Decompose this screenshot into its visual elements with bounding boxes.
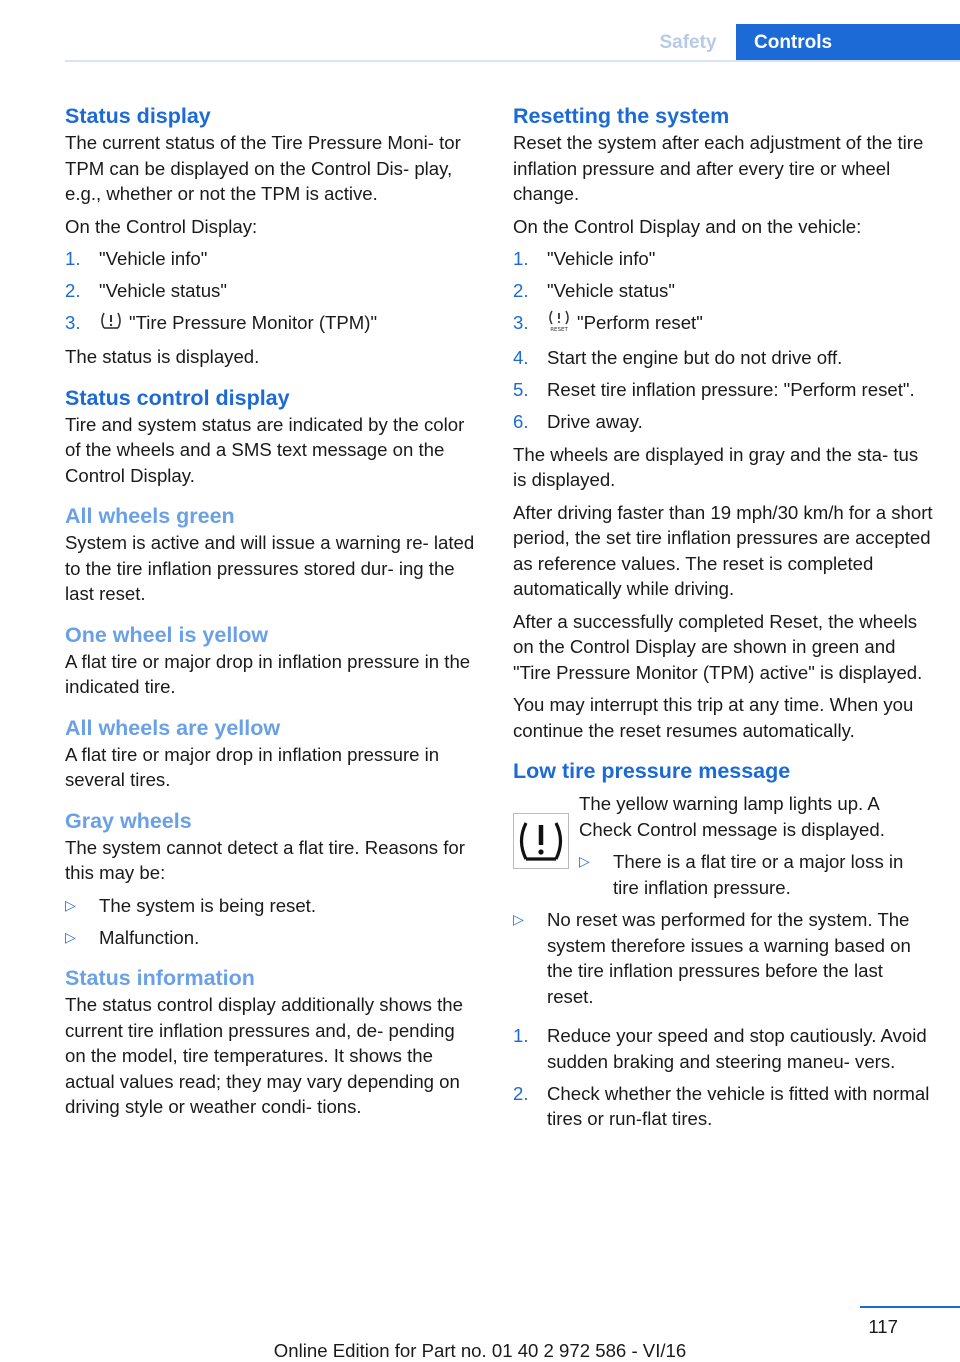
list-item <box>513 310 933 339</box>
step-text: Check whether the vehicle is fitted with normal tires or run-flat tires. <box>547 1082 930 1129</box>
paragraph: A flat tire or major drop in inflation pressure in several tires. <box>65 743 440 791</box>
tpm-reset-icon <box>547 310 571 339</box>
heading-low-tire-pressure: Low tire pressure message <box>513 759 791 783</box>
triangle-bullet-icon: ▷ <box>579 853 590 869</box>
triangle-bullet-icon: ▷ <box>513 911 524 927</box>
section-all-wheels-yellow <box>65 714 475 793</box>
left-column <box>65 102 475 1134</box>
reset-icon-label: RESET <box>550 327 568 332</box>
paragraph: The yellow warning lamp lights up. A Check Control message is displayed. <box>579 793 885 840</box>
paragraph: On the Control Display and on the vehicle: <box>513 215 862 237</box>
section-status-display <box>65 102 475 370</box>
footer-rule <box>860 1306 960 1308</box>
step-number: 5. <box>513 379 529 400</box>
bullet-list <box>513 907 933 1009</box>
step-text: "Vehicle status" <box>547 280 675 301</box>
tab-safety[interactable]: Safety <box>659 32 717 53</box>
list-item <box>65 278 475 304</box>
list-item <box>65 893 475 919</box>
triangle-bullet-icon: ▷ <box>65 896 76 913</box>
list-item <box>513 345 933 371</box>
paragraph: System is active and will issue a warning re‐ lated to the tire inflation pressures stored dur‐ ing the last reset. <box>65 532 475 605</box>
section-low-pressure <box>513 757 933 1132</box>
step-text: "Tire Pressure Monitor (TPM)" <box>129 312 378 333</box>
edition-note: Online Edition for Part no. 01 40 2 972 586 - VI/16 <box>273 1340 687 1361</box>
step-number: 2. <box>513 280 529 301</box>
step-number: 4. <box>513 347 529 368</box>
bullet-text: No reset was performed for the system. The system therefore issues a warning based on the tire inflation pressures before the last reset. <box>547 909 911 1007</box>
paragraph: The status control display additionally shows the current tire inflation pressures and, de‐ pending on the model, tire temperatures. It shows the actual values read; they may vary depending on driving style or weather condi‐ tions. <box>65 994 463 1118</box>
bullet-list <box>65 893 475 951</box>
tpm-warning-icon <box>99 311 123 338</box>
paragraph: You may interrupt this trip at any time. When you continue the reset resumes automatically. <box>513 694 914 741</box>
paragraph: Reset the system after each adjustment of the tire inflation pressure and after every tire or wheel change. <box>513 132 924 204</box>
step-number: 3. <box>513 312 529 333</box>
right-column <box>513 102 933 1146</box>
list-item <box>513 246 933 272</box>
triangle-bullet-icon: ▷ <box>65 928 76 945</box>
step-number: 3. <box>65 312 81 333</box>
section-one-wheel-yellow <box>65 621 475 700</box>
paragraph: Tire and system status are indicated by the color of the wheels and a SMS text message on the Control Display. <box>65 413 465 486</box>
step-number: 2. <box>513 1082 529 1104</box>
list-item <box>513 409 933 435</box>
heading-all-wheels-yellow: All wheels are yellow <box>65 715 281 740</box>
paragraph: After driving faster than 19 mph/30 km/h for a short period, the set tire inflation pressures are accepted as reference values. The reset is completed automatically while driving. <box>513 501 933 599</box>
section-status-information <box>65 964 475 1120</box>
heading-resetting-system: Resetting the system <box>513 104 730 128</box>
heading-status-control-display: Status control display <box>65 385 290 410</box>
step-text: Drive away. <box>547 411 643 432</box>
step-text: "Vehicle status" <box>99 280 227 301</box>
section-all-wheels-green <box>65 502 475 607</box>
section-gray-wheels <box>65 807 475 951</box>
heading-one-wheel-yellow: One wheel is yellow <box>65 622 269 647</box>
step-number: 6. <box>513 411 529 432</box>
bullet-list <box>579 849 933 900</box>
paragraph: The current status of the Tire Pressure Moni‐ tor TPM can be displayed on the Control Dis‐ play, e.g., whether or not the TPM is active. <box>65 132 461 204</box>
step-list <box>65 246 475 337</box>
step-number: 1. <box>65 248 81 269</box>
warning-block <box>513 791 933 900</box>
step-list <box>513 1023 933 1132</box>
step-text: Reduce your speed and stop cautiously. Avoid sudden braking and steering maneu‐ vers. <box>547 1025 927 1072</box>
list-item <box>513 1023 933 1074</box>
paragraph: A flat tire or major drop in inflation pressure in the indicated tire. <box>65 650 471 698</box>
section-resetting <box>513 102 933 743</box>
list-item <box>513 1081 933 1132</box>
paragraph: On the Control Display: <box>65 215 258 237</box>
list-item <box>579 849 933 900</box>
bullet-text: There is a flat tire or a major loss in tire inflation pressure. <box>613 851 904 898</box>
step-text: "Vehicle info" <box>99 248 208 269</box>
header-rule <box>65 60 960 62</box>
step-list <box>513 246 933 435</box>
step-text: Reset tire inflation pressure: "Perform reset". <box>547 379 915 400</box>
page-number: 117 <box>868 1316 898 1337</box>
heading-gray-wheels: Gray wheels <box>65 808 192 833</box>
step-text: Start the engine but do not drive off. <box>547 347 843 368</box>
tab-controls[interactable]: Controls <box>736 24 960 62</box>
step-text: "Vehicle info" <box>547 248 656 269</box>
bullet-text: Malfunction. <box>99 926 200 948</box>
list-item <box>513 278 933 304</box>
list-item <box>65 310 475 337</box>
paragraph: The system cannot detect a flat tire. Reasons for this may be: <box>65 836 465 884</box>
heading-status-display: Status display <box>65 104 211 128</box>
tire-pressure-warning-lamp-icon <box>513 813 569 869</box>
list-item <box>65 925 475 951</box>
step-number: 1. <box>513 248 529 269</box>
section-status-control <box>65 384 475 489</box>
bullet-text: The system is being reset. <box>99 894 317 916</box>
list-item <box>513 907 933 1009</box>
paragraph: The wheels are displayed in gray and the sta‐ tus is displayed. <box>513 443 919 490</box>
step-number: 2. <box>65 280 81 301</box>
paragraph: After a successfully completed Reset, the wheels on the Control Display are shown in green and "Tire Pressure Monitor (TPM) active" is displayed. <box>513 610 923 683</box>
step-number: 1. <box>513 1025 529 1046</box>
heading-all-wheels-green: All wheels green <box>65 504 235 529</box>
heading-status-information: Status information <box>65 966 255 991</box>
paragraph: The status is displayed. <box>65 346 260 368</box>
list-item <box>513 377 933 403</box>
step-text: "Perform reset" <box>577 312 703 334</box>
list-item <box>65 246 475 272</box>
